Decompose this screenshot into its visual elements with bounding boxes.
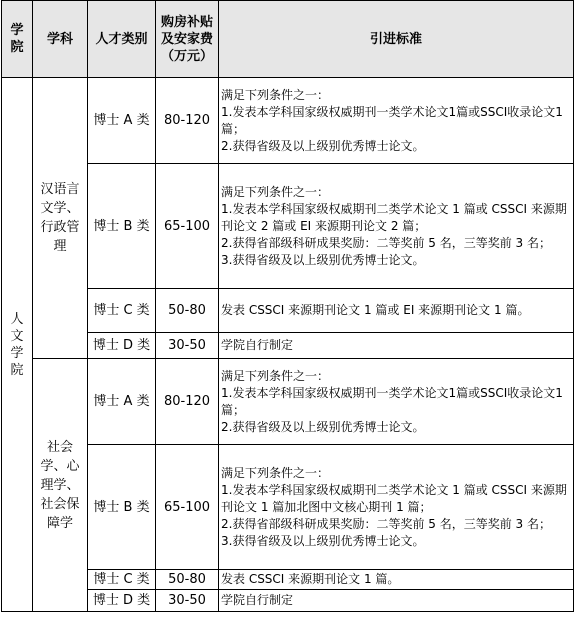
- standard-line: 1.发表本学科国家级权威期刊二类学术论文 1 篇或 CSSCI 来源期刊论文 1 篇加北图中文核心期刊 1 篇；: [221, 482, 567, 514]
- standard-line: 满足下列条件之一：: [221, 184, 330, 199]
- subsidy-cell: 30-50: [156, 590, 219, 612]
- subsidy-cell: 80-120: [156, 359, 219, 445]
- standard-cell: [219, 164, 574, 289]
- category-cell: 博士 C 类: [88, 570, 156, 590]
- standard-cell: [219, 570, 574, 590]
- subsidy-cell: 50-80: [156, 289, 219, 333]
- category-cell: 博士 A 类: [88, 359, 156, 445]
- header-subject: 学科: [33, 1, 88, 78]
- standard-cell: [219, 333, 574, 359]
- table-row: [2, 78, 574, 164]
- table-row: [2, 359, 574, 445]
- subsidy-cell: 50-80: [156, 570, 219, 590]
- standard-line: 3.获得省级及以上级别优秀博士论文。: [221, 252, 425, 267]
- standard-line: 学院自行制定: [221, 338, 294, 352]
- category-cell: 博士 D 类: [88, 333, 156, 359]
- subsidy-cell: 30-50: [156, 333, 219, 359]
- category-cell: 博士 D 类: [88, 590, 156, 612]
- category-cell: 博士 C 类: [88, 289, 156, 333]
- table-row: [2, 590, 574, 612]
- standard-line: 1.发表本学科国家级权威期刊一类学术论文1篇或SSCI收录论文1篇；: [221, 385, 563, 417]
- header-subsidy: 购房补贴及安家费（万元）: [156, 1, 219, 78]
- standard-cell: [219, 590, 574, 612]
- subsidy-cell: 80-120: [156, 78, 219, 164]
- category-cell: 博士 B 类: [88, 164, 156, 289]
- subsidy-cell: 65-100: [156, 445, 219, 570]
- table-row: [2, 445, 574, 570]
- standard-line: 学院自行制定: [221, 593, 294, 607]
- table-row: [2, 289, 574, 333]
- header-college: 学院: [2, 1, 33, 78]
- standard-line: 1.发表本学科国家级权威期刊二类学术论文 1 篇或 CSSCI 来源期刊论文 2 篇或 EI 来源期刊论文 2 篇；: [221, 201, 567, 233]
- standard-line: 满足下列条件之一：: [221, 87, 330, 102]
- standard-line: 发表 CSSCI 来源期刊论文 1 篇或 EI 来源期刊论文 1 篇。: [221, 303, 530, 317]
- header-standard: 引进标准: [219, 1, 574, 78]
- college-cell: 人文学院: [2, 78, 33, 612]
- subject-cell: 汉语言文学、行政管理: [33, 78, 88, 359]
- standard-line: 2.获得省级及以上级别优秀博士论文。: [221, 419, 425, 434]
- standard-line: 满足下列条件之一：: [221, 368, 330, 383]
- standard-line: 3.获得省级及以上级别优秀博士论文。: [221, 533, 425, 548]
- table-row: [2, 164, 574, 289]
- standard-cell: [219, 78, 574, 164]
- category-cell: 博士 A 类: [88, 78, 156, 164]
- standard-line: 1.发表本学科国家级权威期刊一类学术论文1篇或SSCI收录论文1篇；: [221, 104, 563, 136]
- standard-cell: [219, 445, 574, 570]
- standard-line: 2.获得省部级科研成果奖励：二等奖前 5 名，三等奖前 3 名；: [221, 516, 551, 531]
- standard-line: 发表 CSSCI 来源期刊论文 1 篇。: [221, 572, 400, 586]
- standard-line: 满足下列条件之一：: [221, 465, 330, 480]
- header-category: 人才类别: [88, 1, 156, 78]
- category-cell: 博士 B 类: [88, 445, 156, 570]
- table-row: [2, 570, 574, 590]
- talent-table: [1, 0, 574, 612]
- standard-line: 2.获得省部级科研成果奖励：二等奖前 5 名，三等奖前 3 名；: [221, 235, 551, 250]
- standard-line: 2.获得省级及以上级别优秀博士论文。: [221, 138, 425, 153]
- standard-cell: [219, 289, 574, 333]
- table-body: [2, 78, 574, 612]
- standard-cell: [219, 359, 574, 445]
- subsidy-cell: 65-100: [156, 164, 219, 289]
- subject-cell: 社会学、心理学、社会保障学: [33, 359, 88, 612]
- header-row: [2, 1, 574, 78]
- table-row: [2, 333, 574, 359]
